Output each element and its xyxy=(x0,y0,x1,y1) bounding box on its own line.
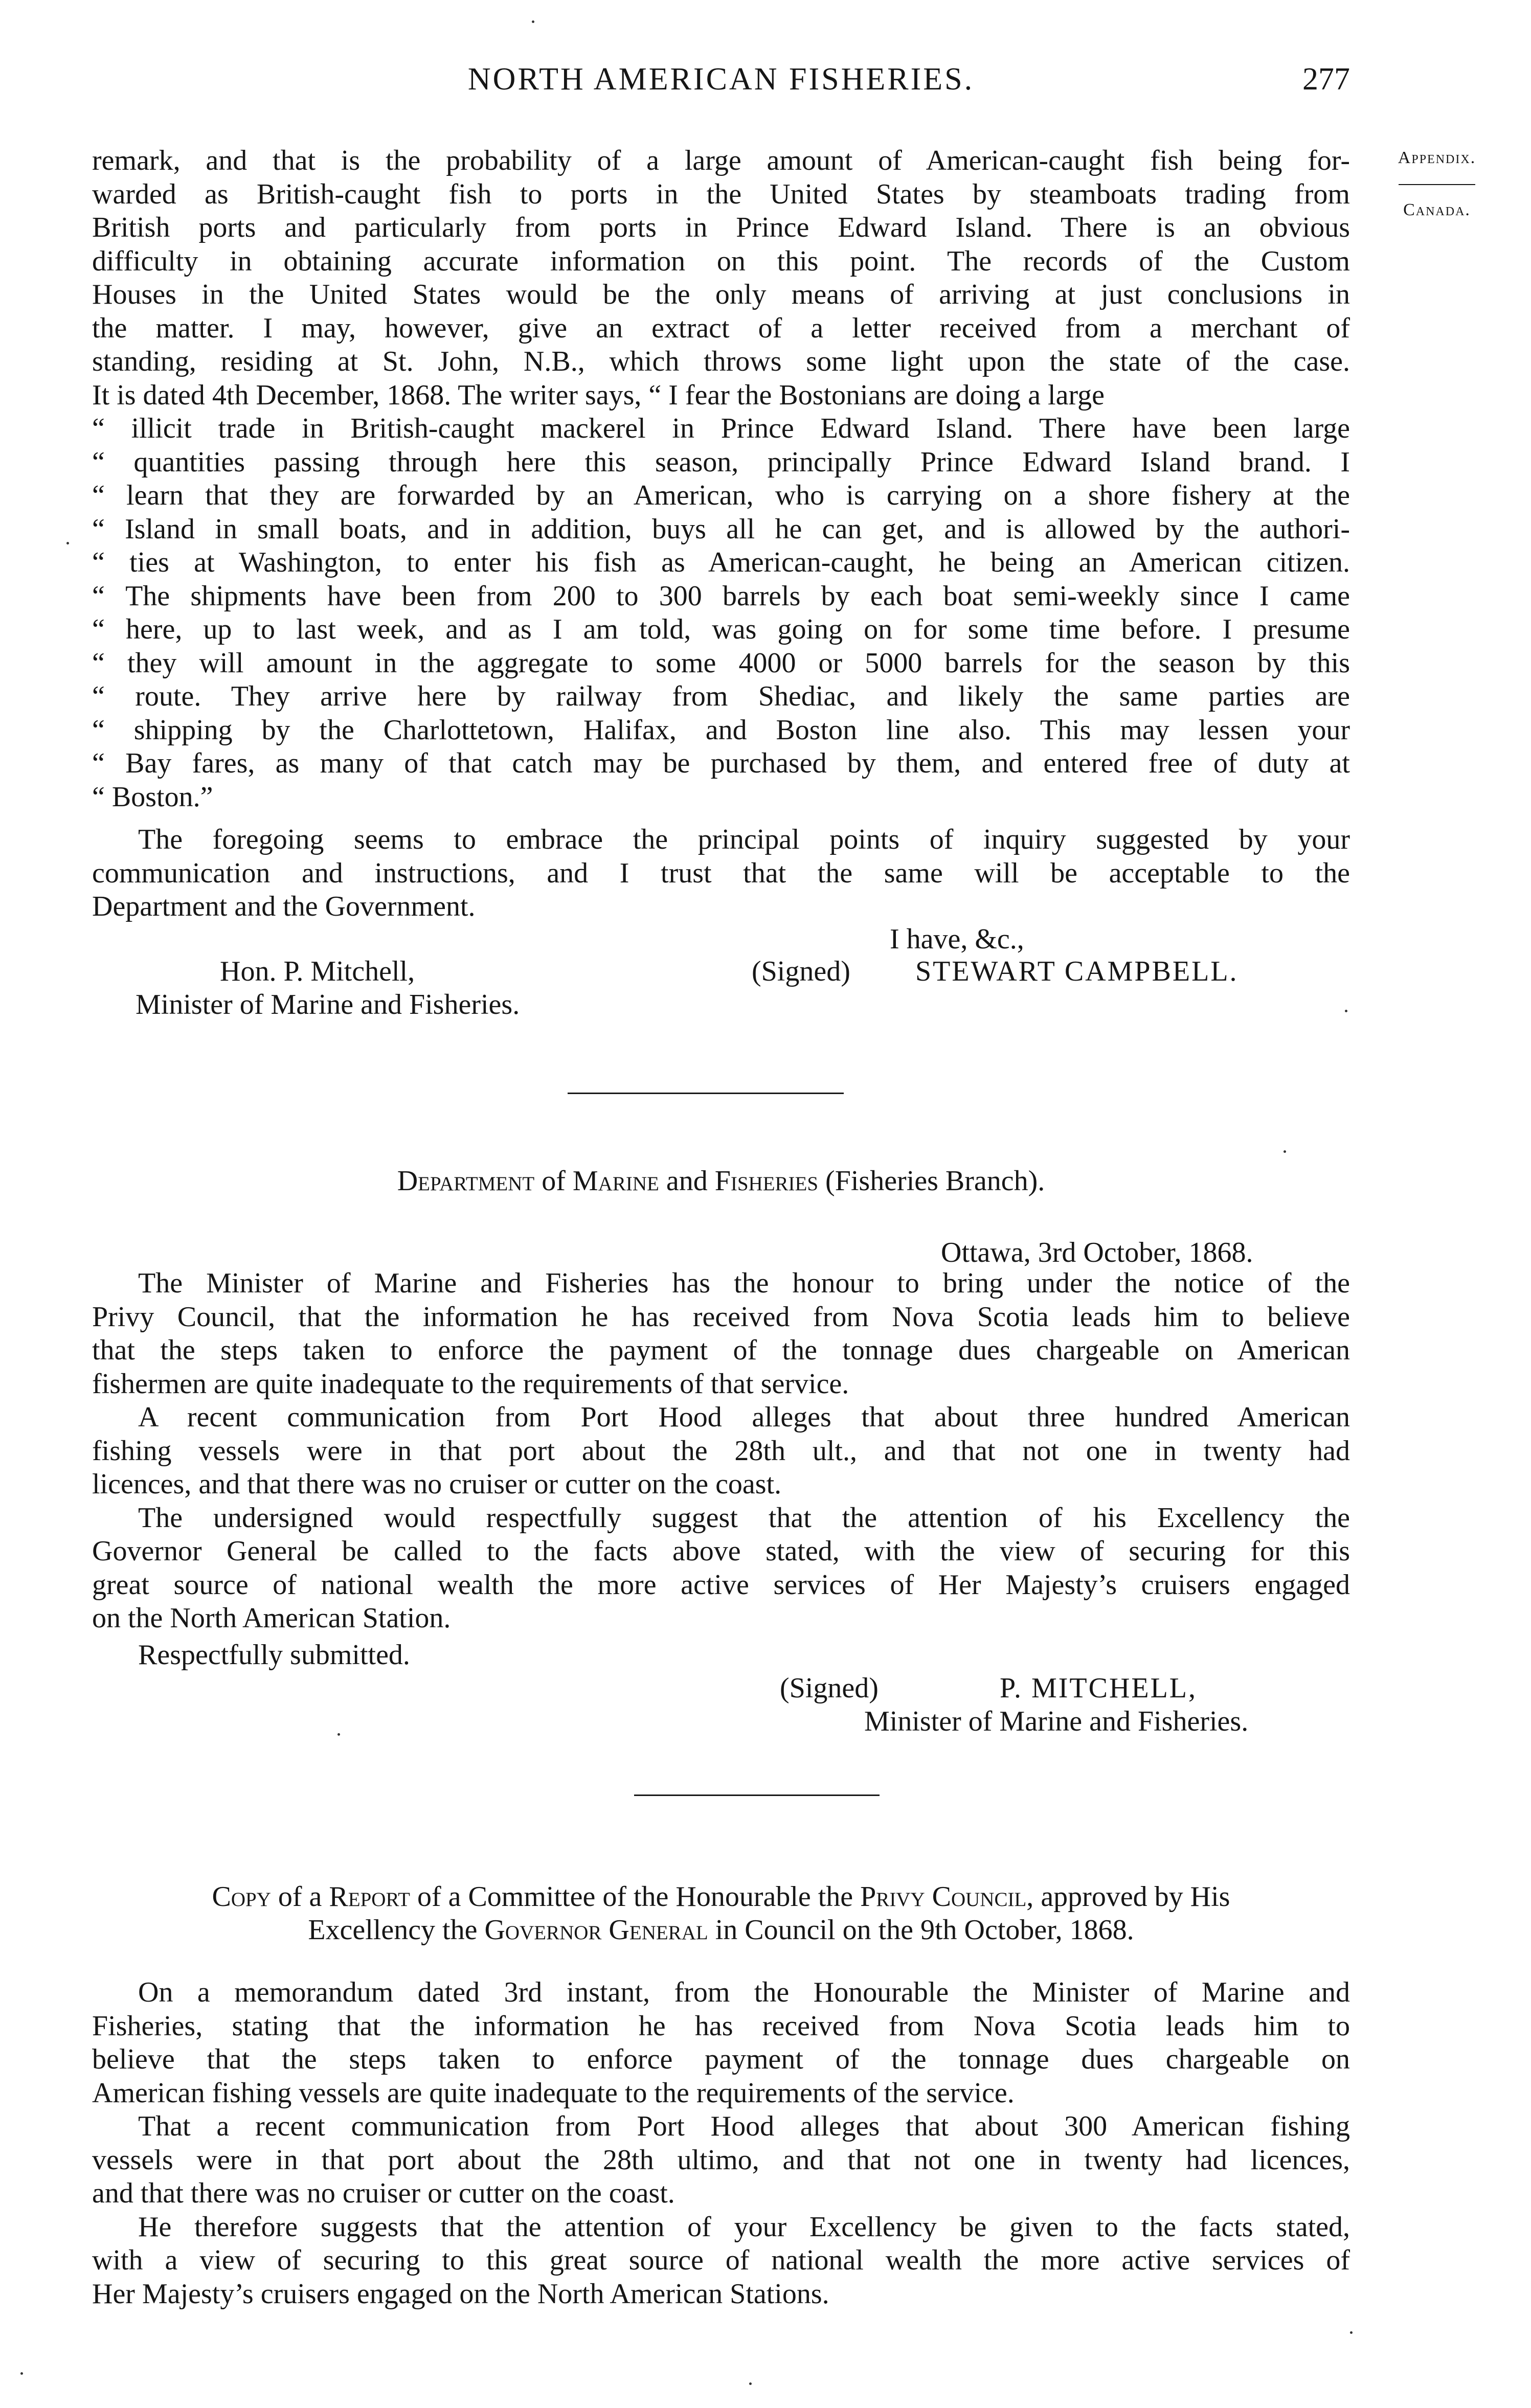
report-heading-date: in Council on the 9th October, 1868. xyxy=(715,1914,1134,1946)
text-line: “ The shipments have been from 200 to 300 barrels by each boat semi-weekly since I came xyxy=(92,580,1350,614)
running-head xyxy=(92,61,1350,107)
text-line: He therefore suggests that the attention of your Excellency be given to the facts stated, xyxy=(138,2211,1350,2243)
scan-speck xyxy=(337,1733,340,1736)
page-number: 277 xyxy=(1302,62,1350,97)
text-line: Her Majesty’s cruisers engaged on the North American Stations. xyxy=(92,2278,829,2310)
text-line: “ route. They arrive here by railway from Shediac, and likely the same parties are xyxy=(92,680,1350,714)
text-line: “ illicit trade in British-caught mackerel in Prince Edward Island. There have been large xyxy=(92,412,1350,446)
text-line: “ learn that they are forwarded by an American, who is carrying on a shore fishery at the xyxy=(92,479,1350,513)
text-line: On a memorandum dated 3rd instant, from the Honourable the Minister of Marine and xyxy=(138,1977,1350,2008)
letter-paragraph-2 xyxy=(92,823,1350,924)
heading-word-and: and xyxy=(666,1165,708,1197)
memorandum-signatory: P. MITCHELL, xyxy=(1000,1672,1197,1704)
report-heading-governor-general: Governor General xyxy=(484,1914,708,1946)
text-line: Privy Council, that the information he has received from Nova Scotia leads him to believe xyxy=(92,1301,1350,1333)
letter-signatory: STEWART CAMPBELL. xyxy=(915,956,1239,987)
text-line: remark, and that is the probability of a large amount of American-caught fish being for- xyxy=(92,145,1350,176)
text-line: difficulty in obtaining accurate information on this point. The records of the Custom xyxy=(92,245,1350,277)
text-line: believe that the steps taken to enforce payment of the tonnage dues chargeable on xyxy=(92,2043,1350,2075)
text-line: “ shipping by the Charlottetown, Halifax, and Boston line also. This may lessen your xyxy=(92,714,1350,747)
text-line: It is dated 4th December, 1868. The writer says, “ I fear the Bostonians are doing a large xyxy=(92,379,1105,411)
text-line: communication and instructions, and I trust that the same will be acceptable to the xyxy=(92,857,1350,889)
report-paragraph-2 xyxy=(92,2110,1350,2211)
section-divider-2 xyxy=(634,1794,880,1796)
margin-note-canada: Canada. xyxy=(1403,200,1471,219)
text-line: Department and the Government. xyxy=(92,891,476,922)
report-heading-copy: Copy xyxy=(212,1881,271,1913)
text-line: “ Boston.” xyxy=(92,781,1350,814)
memorandum-body xyxy=(92,1267,1350,1635)
margin-note-rule xyxy=(1399,184,1475,185)
letter-body xyxy=(92,144,1350,814)
report-body xyxy=(92,1976,1350,2311)
text-line: “ here, up to last week, and as I am told, was going on for some time before. I presume xyxy=(92,613,1350,647)
scan-speck xyxy=(1284,1150,1286,1153)
text-line: “ Bay fares, as many of that catch may be purchased by them, and entered free of duty at xyxy=(92,747,1350,781)
report-heading-of-a: of a xyxy=(278,1881,322,1913)
report-heading-report: Report xyxy=(329,1881,410,1913)
scan-speck xyxy=(1345,1010,1347,1012)
letter-addressee-name: Hon. P. Mitchell, xyxy=(220,956,415,987)
report-heading-committee: of a Committee of the Honourable the xyxy=(417,1881,853,1913)
heading-word-fisheries: Fisheries xyxy=(714,1165,819,1197)
text-line: American fishing vessels are quite inadequate to the requirements of the service. xyxy=(92,2077,1015,2109)
text-line: Fisheries, stating that the information he has received from Nova Scotia leads him to xyxy=(92,2010,1350,2042)
margin-note-appendix: Appendix. xyxy=(1398,148,1476,167)
text-line: British ports and particularly from ports in Prince Edward Island. There is an obvious xyxy=(92,212,1350,243)
letter-paragraph-1 xyxy=(92,144,1350,412)
memorandum-signatory-title: Minister of Marine and Fisheries. xyxy=(864,1706,1249,1737)
heading-word-branch: (Fisheries Branch). xyxy=(825,1165,1045,1197)
text-line: the matter. I may, however, give an extract of a letter received from a merchant of xyxy=(92,312,1350,344)
letter-signed-label: (Signed) xyxy=(752,956,850,987)
text-line: on the North American Station. xyxy=(92,1602,451,1634)
text-line: The undersigned would respectfully suggest that the attention of his Excellency the xyxy=(138,1502,1350,1534)
heading-word-marine: Marine xyxy=(572,1165,659,1197)
heading-word-department: Department xyxy=(397,1165,535,1197)
memorandum-paragraph-3 xyxy=(92,1502,1350,1635)
heading-word-of: of xyxy=(542,1165,566,1197)
report-heading-line-2 xyxy=(92,1912,1350,1948)
report-heading-privy-council: Privy Council, xyxy=(860,1881,1034,1913)
memorandum-signed-label: (Signed) xyxy=(780,1672,879,1704)
text-line: great source of national wealth the more active services of Her Majesty’s cruisers engaged xyxy=(92,1569,1350,1601)
letter-addressee-title: Minister of Marine and Fisheries. xyxy=(136,989,520,1020)
scan-speck xyxy=(532,20,534,23)
memorandum-paragraph-1 xyxy=(92,1267,1350,1401)
section-divider-1 xyxy=(568,1093,844,1094)
text-line: “ Island in small boats, and in addition, buys all he can get, and is allowed by the authori- xyxy=(92,513,1350,547)
text-line: standing, residing at St. John, N.B., which throws some light upon the state of the case. xyxy=(92,346,1350,377)
scan-speck xyxy=(20,2372,23,2375)
text-line: fishermen are quite inadequate to the requirements of that service. xyxy=(92,1368,849,1400)
text-line: “ they will amount in the aggregate to some 4000 or 5000 barrels for the season by this xyxy=(92,647,1350,680)
text-line: A recent communication from Port Hood alleges that about three hundred American xyxy=(138,1401,1350,1433)
text-line: The Minister of Marine and Fisheries has the honour to bring under the notice of the xyxy=(138,1267,1350,1299)
text-line: Governor General be called to the facts above stated, with the view of securing for this xyxy=(92,1535,1350,1567)
running-title: NORTH AMERICAN FISHERIES. xyxy=(467,62,975,97)
text-line: licences, and that there was no cruiser or cutter on the coast. xyxy=(92,1468,782,1500)
text-line: That a recent communication from Port Hood alleges that about 300 American fishing xyxy=(138,2110,1350,2142)
report-heading-approved: approved by His xyxy=(1041,1881,1230,1913)
text-line: that the steps taken to enforce the payment of the tonnage dues chargeable on American xyxy=(92,1334,1350,1366)
text-line: “ quantities passing through here this season, principally Prince Edward Island brand. I xyxy=(92,446,1350,480)
report-paragraph-1 xyxy=(92,1976,1350,2110)
memorandum-paragraph-2 xyxy=(92,1401,1350,1502)
text-line: “ ties at Washington, to enter his fish as American-caught, he being an American citizen. xyxy=(92,546,1350,580)
text-line: with a view of securing to this great source of national wealth the more active services of xyxy=(92,2244,1350,2276)
text-line: Houses in the United States would be the only means of arriving at just conclusions in xyxy=(92,279,1350,310)
text-line: vessels were in that port about the 28th ultimo, and that not one in twenty had licences, xyxy=(92,2144,1350,2176)
merchant-quotation xyxy=(92,412,1350,814)
report-heading-line-1 xyxy=(92,1879,1350,1915)
letter-paragraph-2-block xyxy=(92,823,1350,924)
memorandum-submitted: Respectfully submitted. xyxy=(138,1639,410,1671)
report-paragraph-3 xyxy=(92,2211,1350,2311)
letter-closing: I have, &c., xyxy=(890,923,1024,955)
text-line: fishing vessels were in that port about the 28th ult., and that not one in twenty had xyxy=(92,1435,1350,1467)
report-heading-excellency: Excellency the xyxy=(308,1914,478,1946)
memorandum-dateline: Ottawa, 3rd October, 1868. xyxy=(941,1237,1253,1268)
memorandum-heading xyxy=(92,1163,1350,1199)
text-line: The foregoing seems to embrace the principal points of inquiry suggested by your xyxy=(138,824,1350,855)
scan-speck xyxy=(66,542,69,544)
scan-speck xyxy=(1350,2331,1353,2334)
scan-speck xyxy=(749,2382,752,2385)
text-line: and that there was no cruiser or cutter on the coast. xyxy=(92,2177,675,2209)
text-line: warded as British-caught fish to ports in the United States by steamboats trading from xyxy=(92,178,1350,210)
